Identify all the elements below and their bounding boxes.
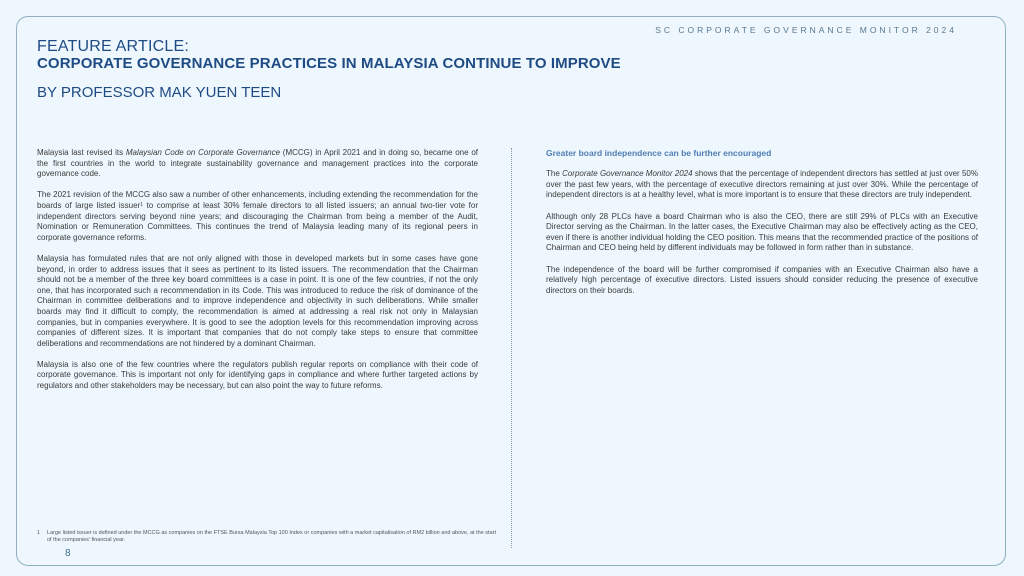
paragraph: Although only 28 PLCs have a board Chairman who is also the CEO, there are still 29% of PLCs with an Executive Director serving as the Chairman. In the latter cases, the Executive Chairman may also be effectively acting as the CEO, even if there is another individual holding the CEO position. This means that the recommended practice of the positions of Chairman and CEO being held by different individuals may be followed in form rather than in substance. [546, 211, 978, 253]
footnote-text: Large listed issuer is defined under the MCCG as companies on the FTSE Bursa Malaysia Top 100 Index or companies with a market capitalisation of RM2 billion and above, at the start of the companies' financial year. [47, 530, 496, 543]
footnote-marker: 1 [37, 530, 41, 536]
section-subheading: Greater board independence can be further encouraged [546, 148, 772, 158]
footnote-reference: 1 [140, 201, 143, 208]
column-divider [511, 148, 512, 548]
paragraph: The Corporate Governance Monitor 2024 shows that the percentage of independent directors has settled at just over 50% over the past few years, with the percentage of executive directors remaining at just over 30%. While the percentage of independent directors is at a healthy level, what is more important is to ensure that these directors are truly independent. [546, 169, 978, 200]
left-column [37, 148, 478, 402]
article-kicker: FEATURE ARTICLE: [37, 38, 189, 55]
paragraph: The 2021 revision of the MCCG also saw a number of other enhancements, including extending the recommendation for the boards of large listed issuer$^1$ to comprise at least 30% female directors to all listed issuers; an annual two-tier vote for independent directors serving beyond nine years; and discouraging the Chairman from being a member of the Audit, Nomination or Remuneration Committees. This continues the trend of Malaysia leading many of its regional peers in corporate governance reforms. [37, 190, 479, 242]
article-title: CORPORATE GOVERNANCE PRACTICES IN MALAYSIA CONTINUE TO IMPROVE [37, 55, 621, 72]
page-number: 8 [59, 548, 77, 559]
footnote [37, 530, 497, 544]
paragraph: The independence of the board will be further compromised if companies with an Executive Chairman also have a relatively high percentage of executive directors. Listed issuers should consider reducing the presence of executive directors on their boards. [546, 264, 978, 295]
publication-header: SC CORPORATE GOVERNANCE MONITOR 2024 [647, 25, 965, 35]
paragraph: Malaysia has formulated rules that are not only aligned with those in developed markets but in some cases have gone beyond, in order to address issues that it sees as pertinent to its listed issuers. The recommendation that the Chairman should not be a member of the three key board committees is a case in point. It is one of the few countries, if not the only one, that has incorporated such a recommendation in its Code. This was introduced to reduce the risk of dominance of the Chairman in committee deliberations and to improve independence and objectivity in such deliberations. While smaller boards may find it difficult to comply, the recommendation is aimed at addressing a real risk not only in Malaysian companies, but in companies everywhere. It is good to see the adoption levels for this recommendation improving across companies of different sizes. It is important that companies that do not comply take steps to ensure that committee deliberations and recommendations are not hindered by a dominant Chairman. [37, 253, 478, 348]
right-column [546, 148, 978, 307]
paragraph: Malaysia last revised its Malaysian Code on Corporate Governance (MCCG) in April 2021 and in doing so, became one of the first countries in the world to integrate sustainability governance and management practices into the corporate governance code. [37, 148, 478, 179]
paragraph: Malaysia is also one of the few countries where the regulators publish regular reports on compliance with their code of corporate governance. This is important not only for identifying gaps in compliance and where further targeted actions by regulators and other stakeholders may be necessary, but can also point the way to future reforms. [37, 359, 478, 391]
article-byline: BY PROFESSOR MAK YUEN TEEN [37, 84, 282, 101]
